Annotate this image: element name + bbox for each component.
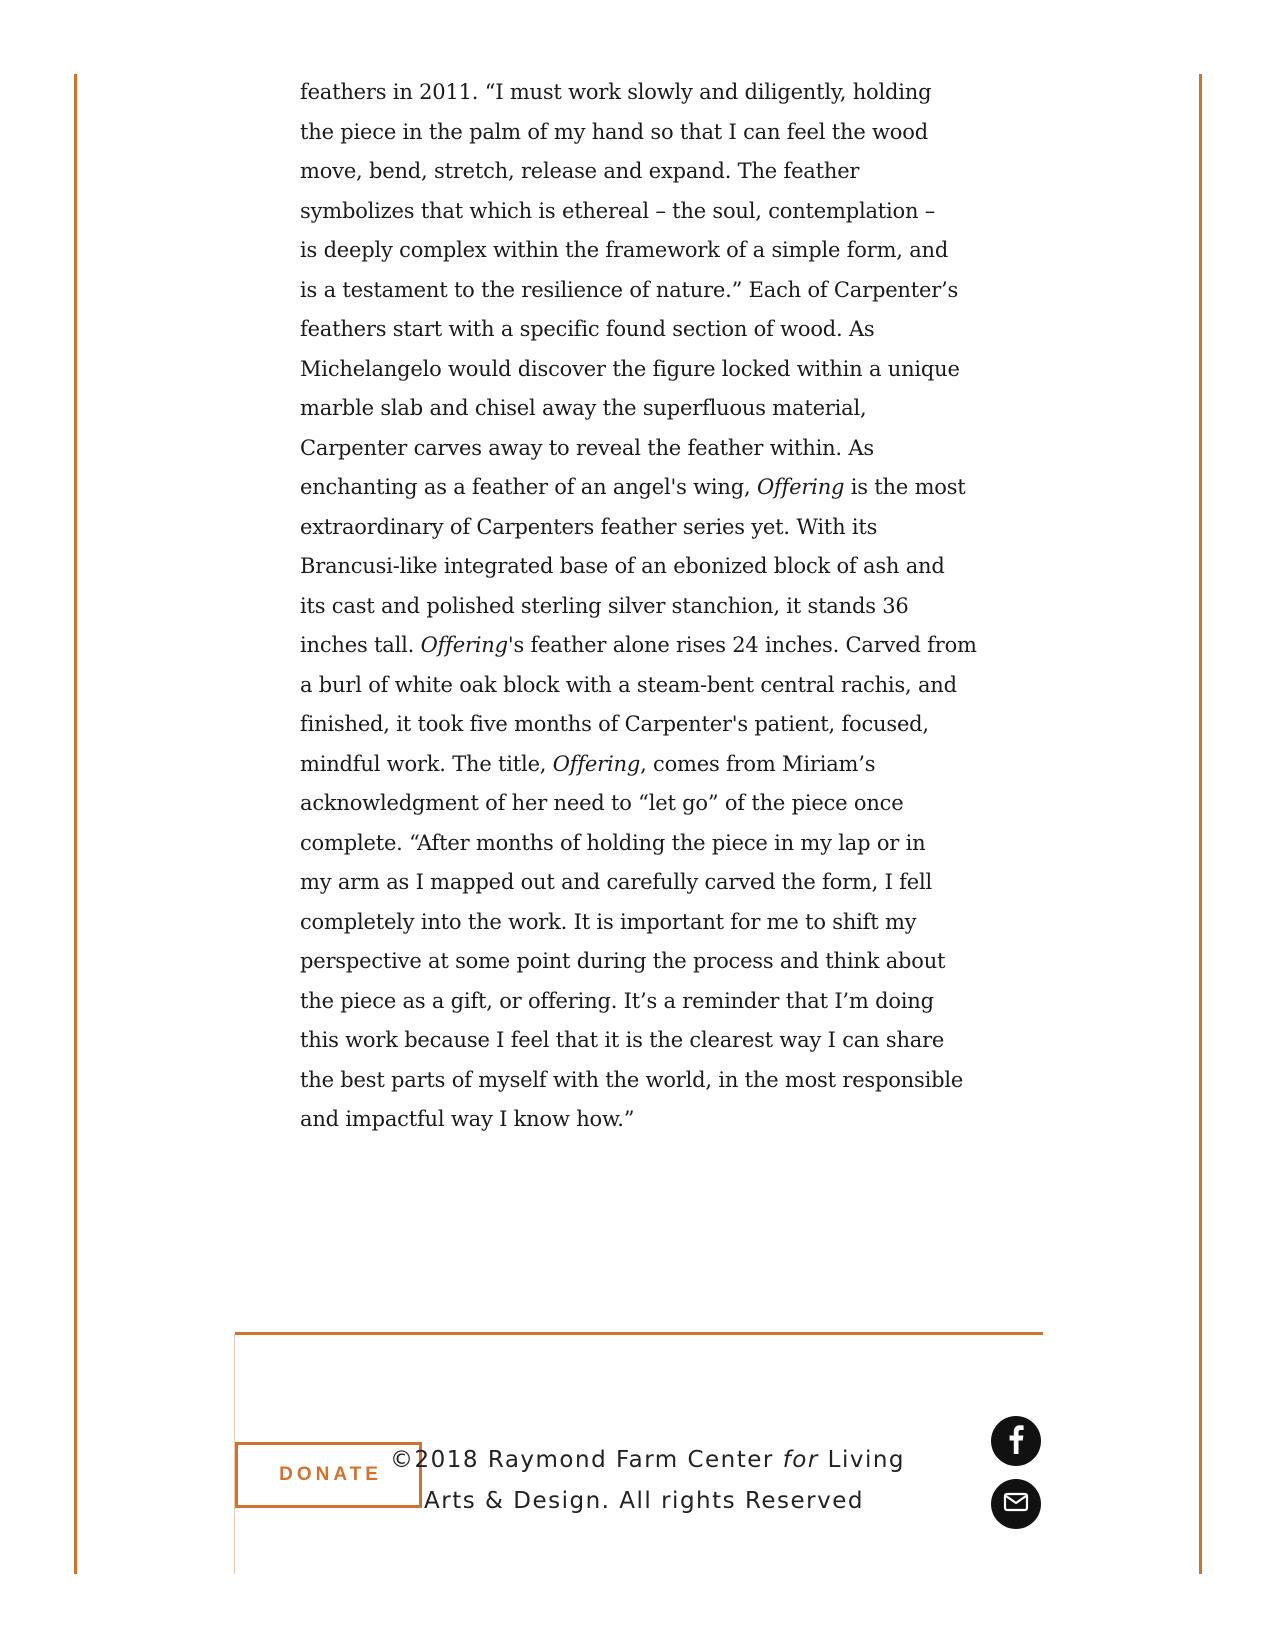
article-line: and impactful way I know how.”: [300, 1107, 635, 1131]
article-line: the piece as a gift, or offering. It’s a reminder that I’m doing: [300, 988, 934, 1013]
article-line: my arm as I mapped out and carefully carved the form, I fell: [300, 870, 932, 894]
copyright-line-2: Arts & Design. All rights Reserved: [424, 1488, 864, 1514]
article-line: finished, it took five months of Carpenter's patient, focused,: [300, 712, 929, 736]
article-line: the piece in the palm of my hand so that I can feel the wood: [300, 119, 928, 144]
article-line: acknowledgment of her need to “let go” of the piece once: [300, 791, 904, 815]
article-line: [300, 468, 1000, 508]
page-frame-left-border: [74, 74, 77, 1574]
copyright-text: [390, 1440, 910, 1522]
article-body: [300, 73, 1000, 1140]
article-line: completely into the work. It is important for me to shift my: [300, 909, 917, 934]
article-line: a burl of white oak block with a steam-bent central rachis, and: [300, 672, 957, 697]
email-button[interactable]: [991, 1479, 1041, 1529]
article-line-text: , comes from Miriam’s: [640, 751, 876, 776]
article-line: is a testament to the resilience of nature.” Each of Carpenter’s: [300, 277, 959, 302]
article-line: the best parts of myself with the world, in the most responsible: [300, 1067, 964, 1092]
article-line: Brancusi-like integrated base of an ebonized block of ash and: [300, 554, 945, 578]
article-line: Carpenter carves away to reveal the feather within. As: [300, 435, 874, 460]
article-line-text: inches tall.: [300, 633, 421, 657]
facebook-button[interactable]: [991, 1416, 1041, 1466]
mail-icon: [1003, 1492, 1029, 1517]
facebook-icon: [1007, 1424, 1025, 1459]
article-line: complete. “After months of holding the piece in my lap or in: [300, 830, 926, 855]
article-line: marble slab and chisel away the superfluous material,: [300, 396, 867, 420]
donate-button[interactable]: DONATE: [235, 1442, 422, 1508]
footer-divider: [235, 1332, 1043, 1335]
copyright-prefix: ©2018 Raymond Farm Center: [390, 1447, 783, 1473]
article-line-text: 's feather alone rises 24 inches. Carved from: [507, 633, 977, 657]
article-line-text: is the most: [844, 475, 966, 499]
article-line: extraordinary of Carpenters feather series yet. With its: [300, 514, 878, 539]
copyright-italic: for: [782, 1447, 819, 1473]
article-line: is deeply complex within the framework of a simple form, and: [300, 238, 949, 262]
article-line: Michelangelo would discover the figure locked within a unique: [300, 356, 960, 381]
article-line: feathers start with a specific found section of wood. As: [300, 317, 875, 341]
article-line: [300, 626, 1000, 666]
copyright-suffix: Living: [818, 1447, 906, 1473]
article-line: feathers in 2011. “I must work slowly and diligently, holding: [300, 80, 932, 104]
artwork-title: Offering: [756, 475, 845, 499]
article-line: [300, 745, 1000, 785]
article-line: symbolizes that which is ethereal – the soul, contemplation –: [300, 198, 936, 223]
article-line-text: mindful work. The title,: [300, 751, 553, 776]
article-line: perspective at some point during the process and think about: [300, 949, 946, 973]
article-line-text: enchanting as a feather of an angel's wing,: [300, 475, 757, 499]
page-frame-right-border: [1199, 74, 1202, 1574]
article-line: this work because I feel that it is the clearest way I can share: [300, 1028, 945, 1052]
artwork-title: Offering: [552, 751, 641, 776]
article-line: its cast and polished sterling silver stanchion, it stands 36: [300, 593, 909, 618]
article-line: move, bend, stretch, release and expand. The feather: [300, 159, 860, 183]
artwork-title: Offering: [420, 633, 508, 657]
